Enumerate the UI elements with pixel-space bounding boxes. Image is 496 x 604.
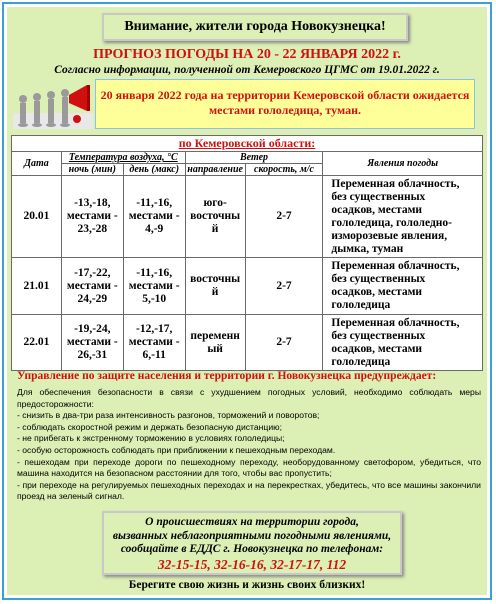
row-phenomena: Переменная облачность, без существенных осадков, местами гололедица, гололедно- изморозевые явления, дымка, туман [323,176,483,258]
row-night: -13,-18, местами - 23,-28 [61,176,123,258]
header-wind: Ветер [185,152,323,164]
header-day: день (макс) [123,164,185,176]
advice-item: - пешеходам при переходе дороги по пешеходному переходу, необорудованному светофором, убедиться, что машина находится на безопасном расстоянии для того, чтобы вас пропустить; [17,456,481,479]
row-speed: 2-7 [245,176,323,258]
management-warning: Управление по защите населения и территории г. Новокузнецка предупреждает: [17,370,437,382]
row-date: 22.01 [12,315,62,371]
row-speed: 2-7 [245,315,323,371]
contact-line1: О происшествиях на территории города, [145,516,359,528]
row-day: -12,-17, местами - 6,-11 [123,315,185,371]
row-speed: 2-7 [245,258,323,315]
row-night: -19,-24, местами - 26,-31 [61,315,123,371]
forecast-subtitle: Согласно информации, полученной от Кемеровского ЦГМС от 19.01.2022 г. [54,64,440,76]
header-direction: направление [185,164,245,176]
row-direction: переменн ый [185,315,245,371]
row-direction: восточны й [185,258,245,315]
forecast-title: ПРОГНОЗ ПОГОДЫ НА 20 - 22 ЯНВАРЯ 2022 г. [93,47,401,62]
header-temperature: Температура воздуха, °С [61,152,185,164]
header-date: Дата [12,152,62,176]
advice-item: - соблюдать скоростной режим и держать безопасную дистанцию; [17,421,282,432]
advice-item: - снизить в два-три раза интенсивность разгонов, торможений и поворотов; [17,410,320,421]
table-row [12,176,483,258]
row-day: -11,-16, местами - 5,-10 [123,258,185,315]
contact-phones: 32-15-15, 32-16-16, 32-17-17, 112 [157,556,347,572]
row-day: -11,-16, местами - 4,-9 [123,176,185,258]
row-night: -17,-22, местами - 24,-29 [61,258,123,315]
page-frame [2,2,492,600]
page-background [7,7,487,595]
jan20-notice [95,79,475,129]
header-phenomena: Явления погоды [323,152,483,176]
row-direction: юго- восточны й [185,176,245,258]
header-night: ночь (мин) [61,164,123,176]
advice-item: - не прибегать к экстренному торможению в условиях гололедицы; [17,433,285,444]
contact-line2: вызванных неблагоприятными погодными явлениями, [112,529,392,542]
row-phenomena: Переменная облачность, без существенных осадков, местами гололедица [323,258,483,315]
footer-message: Берегите свою жизнь и жизнь своих близких! [128,579,366,591]
advice-item: - особую осторожность соблюдать при приближении к пешеходным переходам. [17,444,336,455]
advice-item: - при переходе на регулируемых пешеходных переходах и на перекрестках, убедитесь, что все машины закончили проезд на зеленый сигнал. [17,479,481,502]
contact-line3: сообщайте в ЕДДС г. Новокузнецка по телефонам: [120,543,384,555]
table-row [12,315,483,371]
region-label: по Кемеровской области: [12,136,483,152]
jan20-notice-line2: местами гололедица, туман. [208,103,362,117]
advice-item: Для обеспечения безопасности в связи с ухудшением погодных условий, необходимо соблюдать меры предосторожности: [17,387,481,409]
alert-heading-box [102,13,408,41]
weather-table [11,135,483,371]
row-phenomena: Переменная облачность, без существенных осадков, местами гололедица [323,315,483,371]
row-date: 21.01 [12,258,62,315]
jan20-notice-line1: 20 января 2022 года на территории Кемеровской области ожидается [100,88,470,102]
megaphone-icon [13,77,93,129]
emergency-contact-box [102,511,402,575]
safety-advice [17,387,481,503]
row-date: 20.01 [12,176,62,258]
alert-heading: Внимание, жители города Новокузнецка! [124,19,386,34]
table-row [12,258,483,315]
header-speed: скорость, м/с [245,164,323,176]
